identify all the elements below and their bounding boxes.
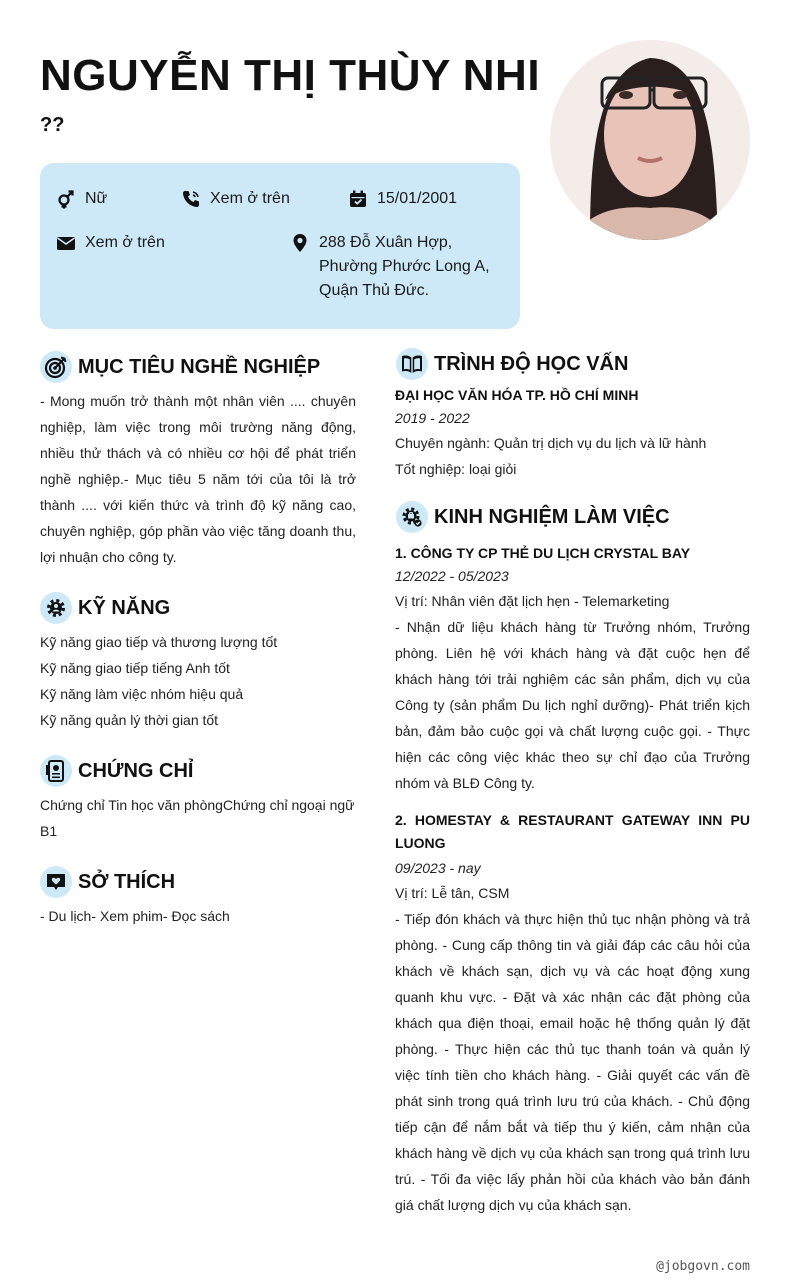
skills-title: KỸ NĂNG — [78, 596, 171, 619]
education-heading — [396, 348, 628, 380]
hobbies-title: SỞ THÍCH — [78, 870, 176, 893]
job-period: 09/2023 - nay — [395, 860, 481, 876]
phone-item — [180, 187, 290, 211]
job-title: ?? — [40, 114, 65, 136]
phone-value: Xem ở trên — [210, 190, 290, 207]
calendar-icon — [347, 188, 369, 210]
education-grade: Tốt nghiệp: loại giỏi — [395, 461, 517, 477]
objective-title: MỤC TIÊU NGHỀ NGHIỆP — [78, 355, 321, 378]
objective-heading — [40, 351, 320, 383]
job-company: 1. CÔNG TY CP THẺ DU LỊCH CRYSTAL BAY — [395, 545, 691, 561]
job-position: Vị trí: Nhân viên đặt lịch hẹn - Telemarketing — [395, 593, 670, 609]
objective-text: - Mong muốn trở thành một nhân viên .... chuyên nghiệp, làm việc trong môi trường năng động, nhiều thử thách và có nhiều cơ hội để phát triển nghề nghiệp.- Mục tiêu 5 năm tới của tôi là trở thành .... với kiến thức và trình độ kỹ năng cao, chuyên nghiệp, góp phần vào việc tăng doanh thu, lợi nhuận cho công ty. — [40, 393, 356, 565]
candidate-name: NGUYỄN THỊ THÙY NHI — [40, 51, 541, 100]
skill-item: Kỹ năng giao tiếp và thương lượng tốt — [40, 634, 278, 650]
certificates-text: Chứng chỉ Tin học văn phòngChứng chỉ ngoại ngữ B1 — [40, 797, 355, 839]
dob-item — [347, 187, 457, 211]
target-icon — [40, 351, 72, 383]
address-value — [319, 231, 490, 303]
skill-item: Kỹ năng làm việc nhóm hiệu quả — [40, 686, 244, 702]
experience-heading — [396, 501, 670, 533]
email-value: Xem ở trên — [85, 234, 165, 251]
book-icon — [396, 348, 428, 380]
gender-item — [55, 187, 107, 211]
avatar — [550, 40, 750, 240]
certificates-heading — [40, 755, 193, 787]
job-description: - Nhận dữ liệu khách hàng từ Trưởng nhóm, Trưởng phòng. Liên hệ với khách hàng và đặt cuộc hẹn để khách hàng tới trải nghiệm các sản phẩm, dịch vụ của Công ty (sản phẩm Du lịch nghỉ dưỡng)- Phát triển kịch bản, đảm bảo cuộc gọi và chất lượng cuộc gọi. - Thực hiện các công việc khác theo sự chỉ đạo của Trưởng nhóm và BLĐ Công ty. — [395, 619, 750, 791]
hobbies-text: - Du lịch- Xem phim- Đọc sách — [40, 908, 230, 924]
address-line: 288 Đỗ Xuân Hợp, — [319, 234, 453, 251]
email-item — [55, 231, 165, 255]
skill-item: Kỹ năng giao tiếp tiếng Anh tốt — [40, 660, 230, 676]
phone-icon — [180, 188, 202, 210]
certificates-title: CHỨNG CHỈ — [78, 759, 194, 782]
gender-icon — [55, 188, 77, 210]
heart-chat-icon — [40, 866, 72, 898]
location-icon — [289, 232, 311, 254]
watermark: @jobgovn.com — [656, 1259, 750, 1274]
email-icon — [55, 232, 77, 254]
education-period: 2019 - 2022 — [395, 410, 470, 426]
work-gear-icon — [396, 501, 428, 533]
job-company: 2. HOMESTAY & RESTAURANT GATEWAY INN PU LUONG — [395, 812, 750, 851]
skills-heading — [40, 592, 170, 624]
address-line: Phường Phước Long A, — [319, 258, 490, 275]
job-period: 12/2022 - 05/2023 — [395, 568, 509, 584]
certificate-icon — [40, 755, 72, 787]
job-description: - Tiếp đón khách và thực hiện thủ tục nhận phòng và trả phòng. - Cung cấp thông tin và giải đáp các câu hỏi của khách về khách sạn, dịch vụ và các hoạt động xung quanh khu vực. - Đặt và xác nhận các đặt phòng của khách qua điện thoại, email hoặc hệ thống quản lý đặt phòng. - Thực hiện các thủ tục thanh toán và quản lý việc tính tiền cho khách hàng. - Giải quyết các vấn đề phát sinh trong quá trình lưu trú của khách. - Chủ động tiếp cận để nắm bắt và tiếp thu ý kiến, cảm nhận của khách hàng về dịch vụ của khách sạn trong quá trình lưu trú. - Tối đa việc lấy phản hồi của khách vào bản đánh giá chất lượng dịch vụ của khách sạn. — [395, 911, 750, 1213]
address-line: Quận Thủ Đức. — [319, 282, 430, 299]
gender-value: Nữ — [85, 190, 108, 207]
skills-gear-icon — [40, 592, 72, 624]
education-title: TRÌNH ĐỘ HỌC VẤN — [434, 352, 629, 375]
dob-value: 15/01/2001 — [377, 190, 458, 207]
address-item — [289, 231, 490, 303]
job-position: Vị trí: Lễ tân, CSM — [395, 885, 510, 901]
skill-item: Kỹ năng quản lý thời gian tốt — [40, 712, 219, 728]
hobbies-heading — [40, 866, 175, 898]
school-name: ĐẠI HỌC VĂN HÓA TP. HỒ CHÍ MINH — [395, 387, 639, 403]
education-major: Chuyên ngành: Quản trị dịch vụ du lịch và lữ hành — [395, 435, 707, 451]
experience-title: KINH NGHIỆM LÀM VIỆC — [434, 505, 670, 528]
